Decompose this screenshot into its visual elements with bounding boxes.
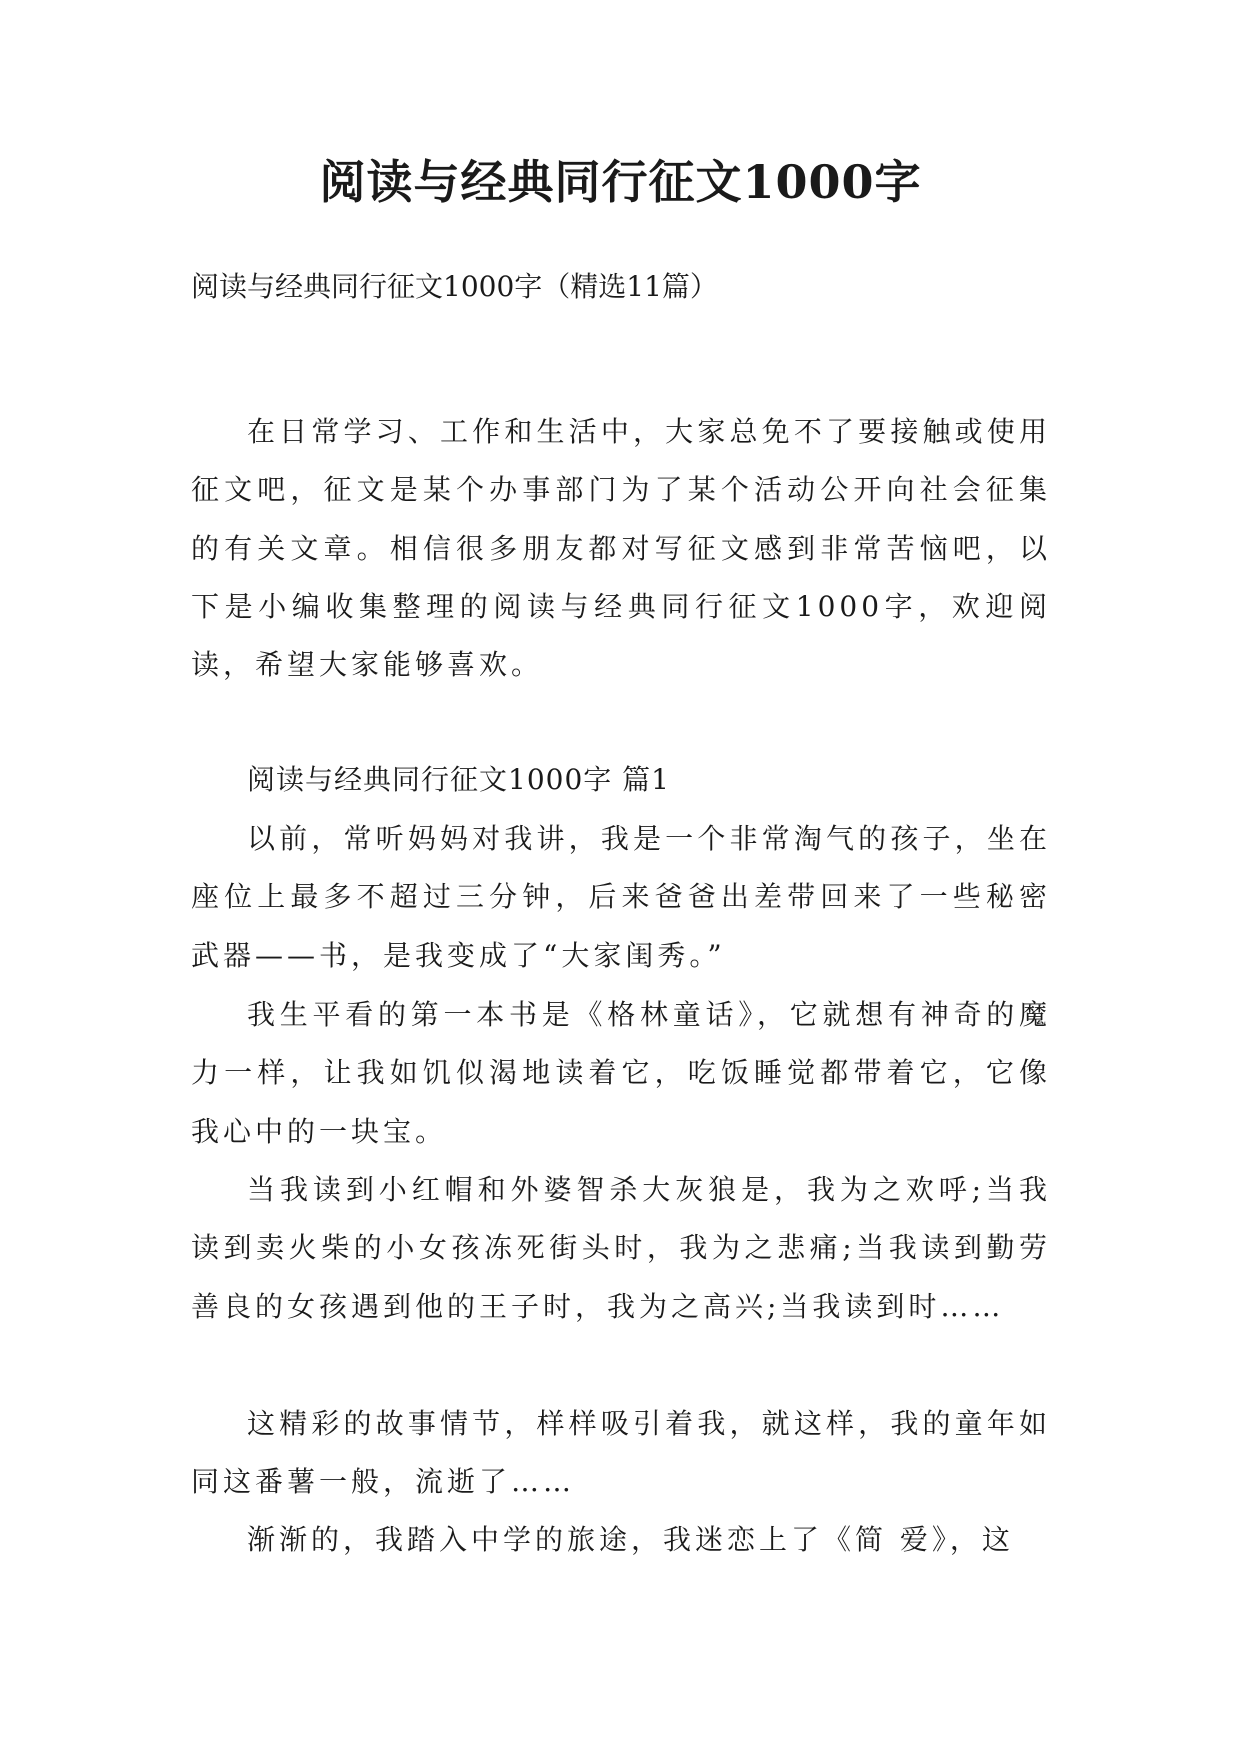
body-paragraph: 这精彩的故事情节，样样吸引着我，就这样，我的童年如同这番薯一般，流逝了……: [191, 1407, 1051, 1499]
body-paragraph: 当我读到小红帽和外婆智杀大灰狼是，我为之欢呼;当我读到卖火柴的小女孩冻死街头时，我为之悲痛;当我读到勤劳善良的女孩遇到他的王子时，我为之高兴;当我读到时……: [191, 1173, 1051, 1323]
intro-paragraph: 在日常学习、工作和生活中，大家总免不了要接触或使用征文吧，征文是某个办事部门为了某个活动公开向社会征集的有关文章。相信很多朋友都对写征文感到非常苦恼吧，以下是小编收集整理的阅读与经典同行征文1000字，欢迎阅读，希望大家能够喜欢。: [191, 415, 1051, 682]
body-paragraph: 渐渐的，我踏入中学的旅途，我迷恋上了《简 爱》，这: [247, 1523, 1014, 1556]
document-title: 阅读与经典同行征文1000字: [319, 155, 922, 209]
section-heading: 阅读与经典同行征文1000字 篇1: [247, 763, 670, 796]
body-paragraph: 我生平看的第一本书是《格林童话》，它就想有神奇的魔力一样，让我如饥似渴地读着它，吃饭睡觉都带着它，它像我心中的一块宝。: [191, 998, 1051, 1148]
body-paragraph: 以前，常听妈妈对我讲，我是一个非常淘气的孩子，坐在座位上最多不超过三分钟，后来爸爸出差带回来了一些秘密武器——书，是我变成了“大家闺秀。”: [191, 822, 1051, 972]
document-subtitle: 阅读与经典同行征文1000字（精选11篇）: [191, 270, 718, 303]
